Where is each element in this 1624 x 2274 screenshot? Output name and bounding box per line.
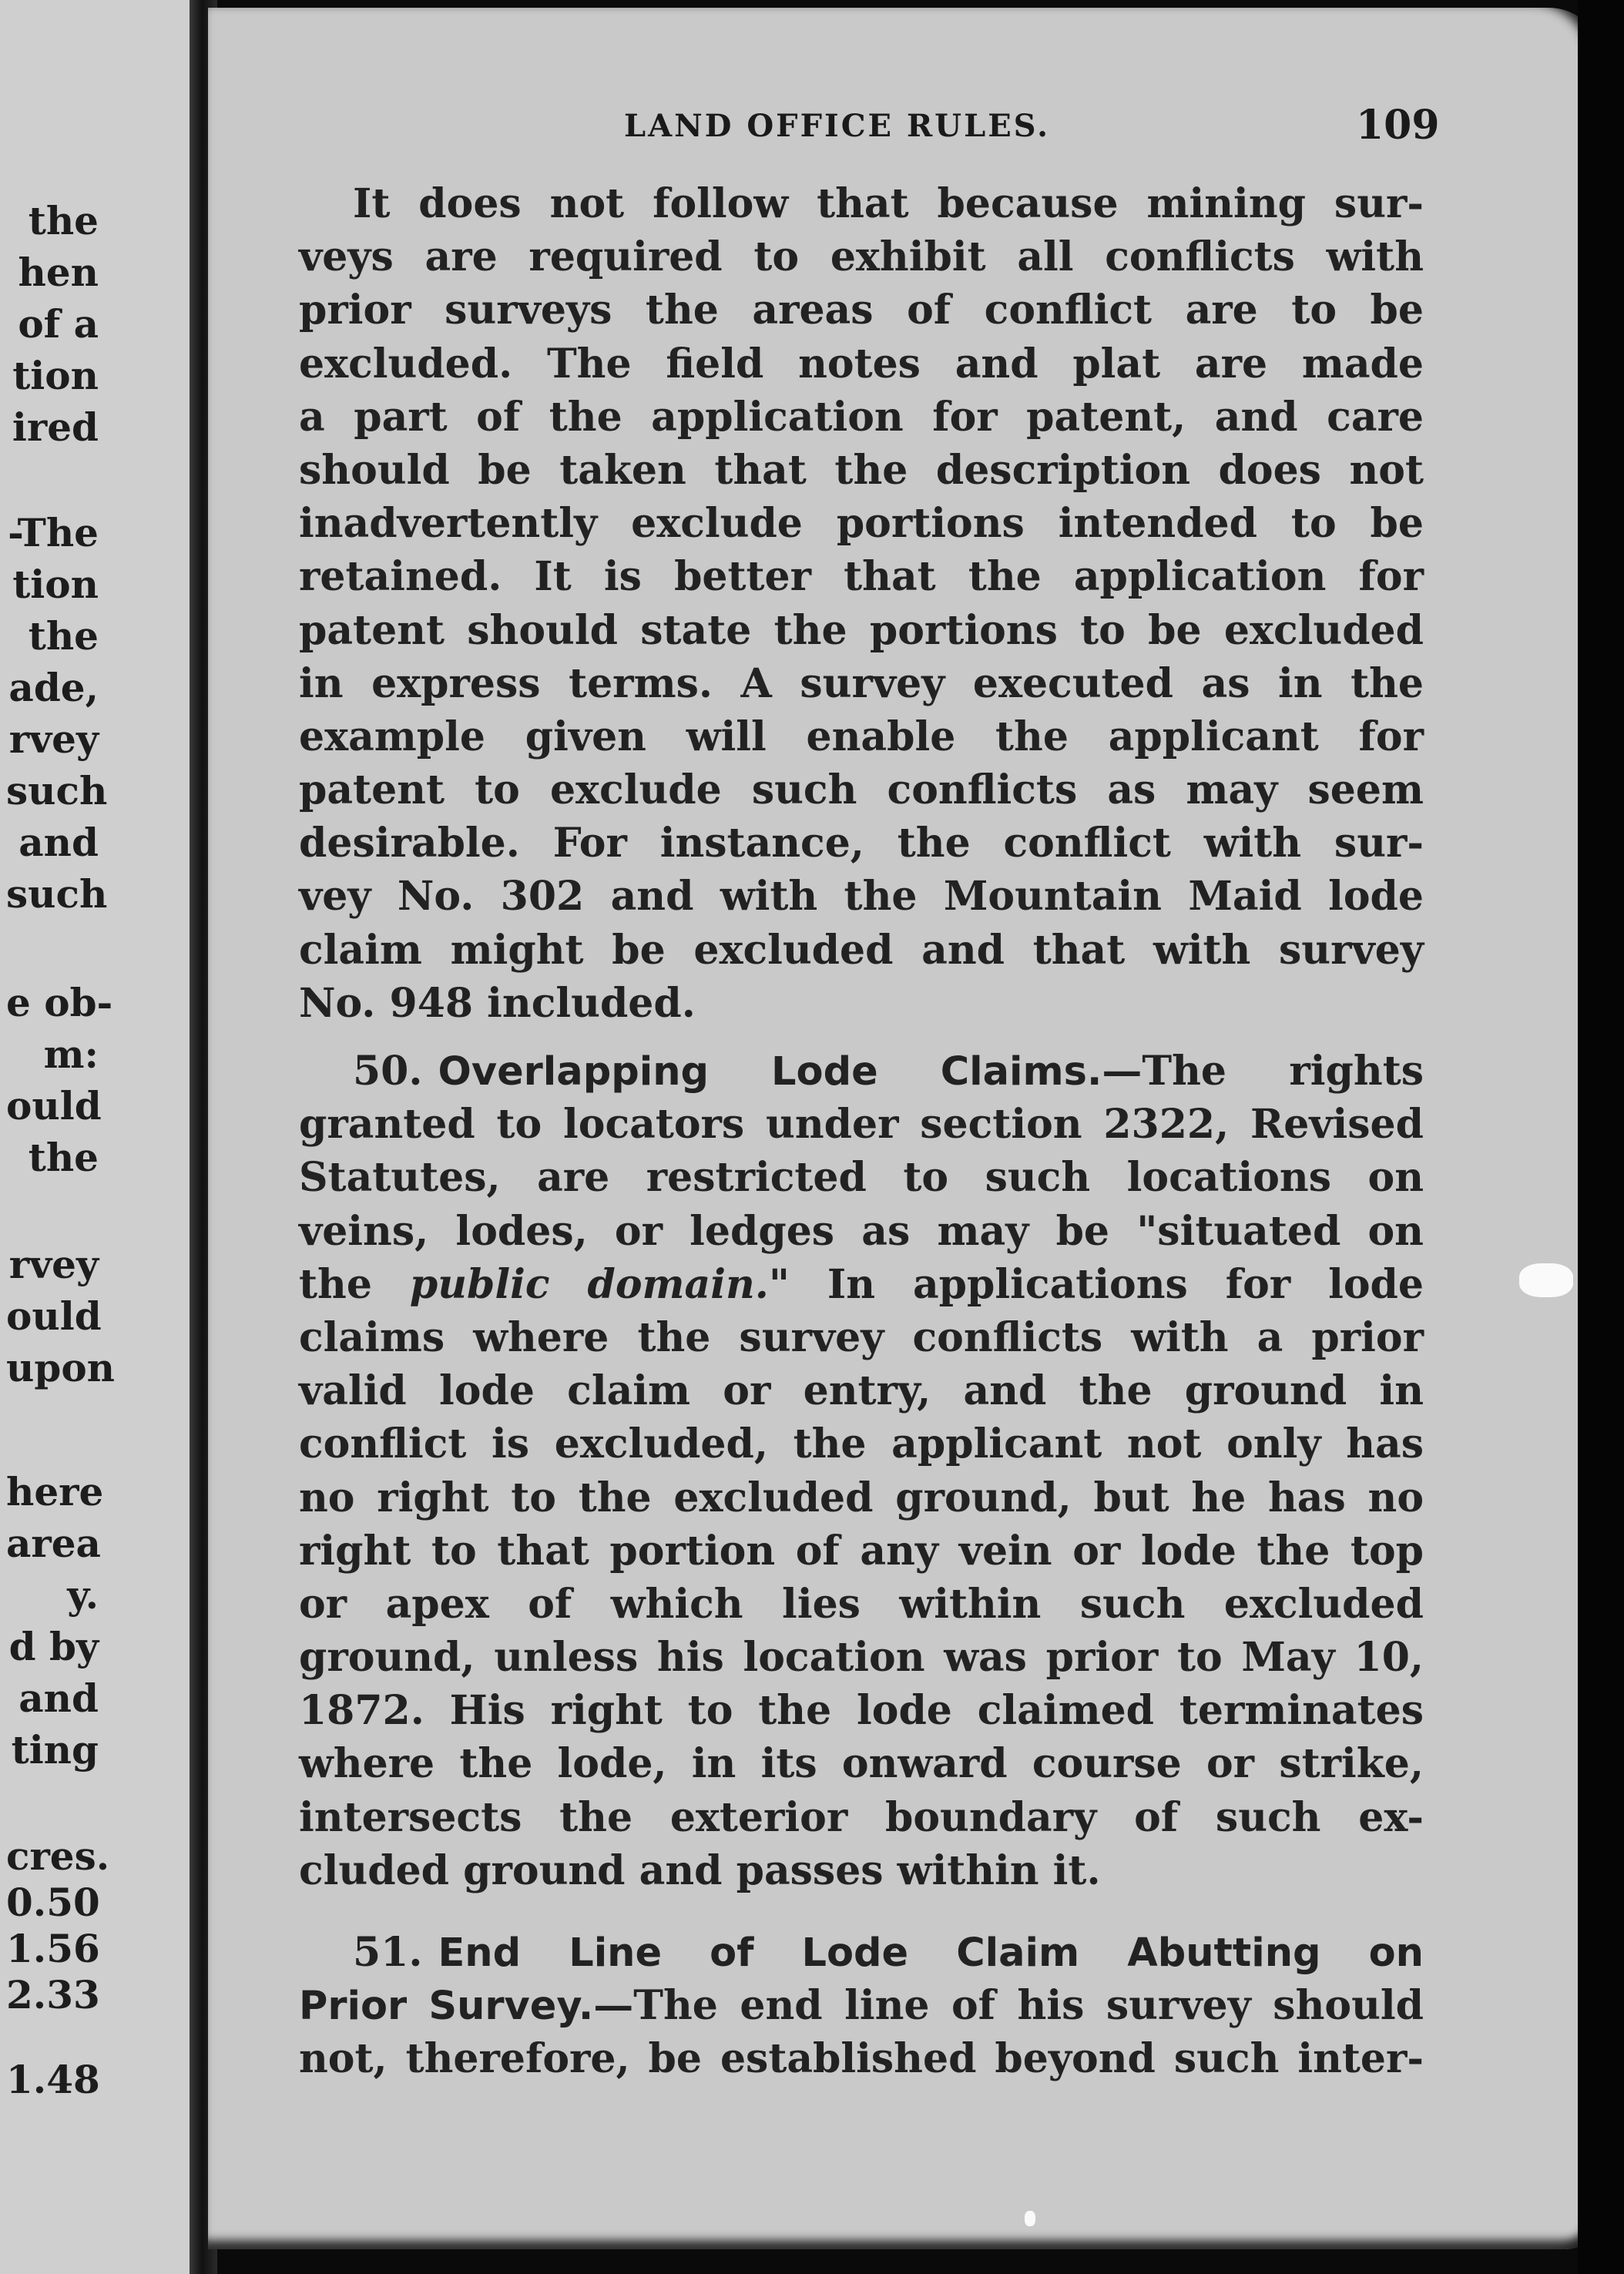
left-page-fragment: rvey: [8, 1242, 99, 1287]
text-fragment: " In applications for lode: [768, 1260, 1424, 1308]
left-page-fragment: and: [18, 820, 99, 865]
text-line: conflict is excluded, the applicant not only has: [299, 1420, 1424, 1468]
left-page-fragment: rvey: [8, 716, 99, 762]
left-page-fragment: [6, 1777, 199, 1826]
scan-speck: [1025, 2211, 1035, 2226]
page-number: 109: [1356, 102, 1440, 149]
left-page-fragment: ould: [6, 1083, 102, 1129]
text-line: 1872. His right to the lode claimed terminates: [299, 1687, 1424, 1735]
section-50-first-line: [299, 1045, 1424, 1098]
text-line: ground, unless his location was prior to May 10,: [299, 1634, 1424, 1682]
text-line: desirable. For instance, the conflict with sur-: [299, 820, 1424, 867]
italic-phrase: public domain.: [409, 1260, 769, 1308]
paragraph-conflicts: [299, 177, 1424, 1030]
text-line: where the lode, in its onward course or strike,: [299, 1740, 1424, 1788]
left-page-fragment: tion: [12, 562, 99, 607]
left-page-fragment: ade,: [8, 665, 99, 710]
left-page: [0, 0, 199, 2274]
section-number: 50.: [353, 1048, 423, 1095]
text-line: right to that portion of any vein or lode the top: [299, 1527, 1424, 1575]
left-page-fragment: such: [6, 768, 108, 813]
text-line: in express terms. A survey executed as in the: [299, 659, 1424, 707]
left-page-fragment: such: [6, 871, 108, 917]
left-page-fragment: hen: [18, 250, 99, 295]
left-page-fragment: and: [18, 1675, 99, 1721]
left-page-fragment: d by: [8, 1624, 99, 1669]
text-line: example given will enable the applicant for: [299, 713, 1424, 760]
text-line: patent to exclude such conflicts as may seem: [299, 766, 1424, 814]
text-line: claim might be excluded and that with survey: [299, 926, 1424, 974]
text-line-italic: [299, 1258, 1424, 1311]
left-page-fragment: ired: [12, 404, 99, 450]
left-page-fragment: here: [6, 1469, 104, 1514]
left-page-fragment: [6, 1395, 199, 1444]
page-edge: [1578, 0, 1624, 2274]
left-page-fragment: 2.33: [6, 1972, 100, 2017]
section-50-overlapping-lode-claims: [299, 1045, 1424, 1897]
section-51-first-line: [299, 1926, 1424, 1979]
running-head: [416, 102, 1572, 162]
left-page-fragment: upon: [6, 1345, 116, 1390]
text-line: Statutes, are restricted to such locations on: [299, 1154, 1424, 1202]
section-number: 51.: [353, 1929, 423, 1976]
left-page-fragment: 1.48: [6, 2057, 100, 2102]
text-line: retained. It is better that the application for: [299, 553, 1424, 601]
text-line: or apex of which lies within such excluded: [299, 1580, 1424, 1628]
left-page-fragment: tion: [12, 353, 99, 398]
left-page-fragment: 1.56: [6, 1926, 100, 1971]
left-page-fragment: cres.: [6, 1833, 110, 1879]
left-page-fragment: ting: [11, 1727, 99, 1773]
text-line: cluded ground and passes within it.: [299, 1846, 1101, 1894]
left-page-fragment: the: [28, 1135, 99, 1180]
text-line: a part of the application for patent, and care: [299, 393, 1424, 441]
text-line: vey No. 302 and with the Mountain Maid lode: [299, 873, 1424, 921]
text-line: veins, lodes, or ledges as may be "situated on: [299, 1207, 1424, 1255]
text-fragment: the: [299, 1260, 410, 1308]
text-line: excluded. The field notes and plat are made: [299, 340, 1424, 387]
text-line: veys are required to exhibit all conflicts with: [299, 233, 1424, 281]
left-page-fragment: -The: [8, 510, 99, 555]
text-line: valid lode claim or entry, and the ground in: [299, 1367, 1424, 1415]
left-page-fragment: the: [28, 198, 99, 243]
text-fragment: —The end line of his survey should: [593, 1982, 1424, 2030]
left-page-fragment: ould: [6, 1293, 102, 1339]
running-title: LAND OFFICE RULES.: [624, 108, 1051, 144]
text-line: inadvertently exclude portions intended to be: [299, 500, 1424, 548]
left-page-fragment: 0.50: [6, 1880, 100, 1925]
text-line: no right to the excluded ground, but he has no: [299, 1474, 1424, 1521]
section-heading-continued: Prior Survey.: [299, 1984, 594, 2030]
text-line: claims where the survey conflicts with a prior: [299, 1313, 1424, 1361]
left-page-fragment: [6, 454, 199, 504]
left-page-fragment: y.: [67, 1572, 99, 1618]
left-page-fragment: area: [6, 1521, 101, 1566]
text-line: No. 948 included.: [299, 979, 696, 1027]
text-line: should be taken that the description does not: [299, 446, 1424, 494]
left-page-fragment: of a: [18, 301, 99, 347]
left-page-fragment: [6, 921, 199, 971]
section-heading: End Line of Lode Claim Abutting on: [438, 1930, 1424, 1976]
left-page-fragment: m:: [43, 1031, 99, 1077]
left-page-fragment: the: [28, 613, 99, 659]
left-page-fragment: e ob-: [6, 980, 113, 1025]
scan-speck: [1519, 1263, 1573, 1297]
text-line: prior surveys the areas of conflict are to be: [299, 287, 1424, 334]
text-line: It does not follow that because mining sur-: [353, 180, 1424, 227]
text-line: granted to locators under section 2322, Revised: [299, 1101, 1424, 1149]
section-51-second-line: [299, 1979, 1424, 2032]
text-line: patent should state the portions to be excluded: [299, 606, 1424, 654]
left-page-fragment: [6, 1185, 199, 1234]
text-line: not, therefore, be established beyond such inter-: [299, 2035, 1424, 2083]
text-line: intersects the exterior boundary of such ex-: [299, 1793, 1424, 1841]
section-heading: Overlapping Lode Claims.: [438, 1049, 1102, 1095]
section-51-end-line: [299, 1926, 1424, 2086]
text-fragment: —The rights: [1102, 1048, 1424, 1095]
